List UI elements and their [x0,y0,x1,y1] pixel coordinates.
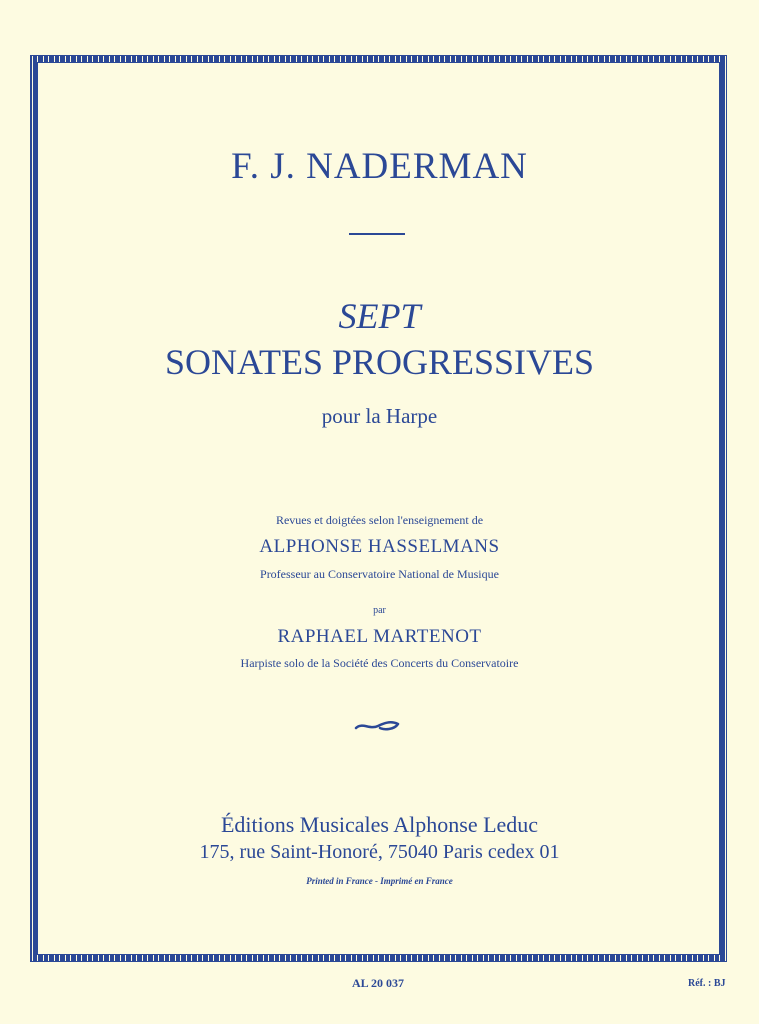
reference: Réf. : BJ [688,978,726,989]
editor-title: Harpiste solo de la Société des Concerts du Conservatoire [240,656,519,670]
reviser-name: ALPHONSE HASSELMANS [259,536,500,557]
title-line-1: SEPT [338,296,421,336]
composer-name: F. J. NADERMAN [231,146,528,187]
printed-in: Printed in France - Imprimé en France [306,876,453,886]
reviser-title: Professeur au Conservatoire National de Musique [260,567,499,581]
title-line-2: SONATES PROGRESSIVES [164,342,595,382]
publisher: Éditions Musicales Alphonse Leduc [220,812,539,837]
by-label: par [373,605,386,616]
publisher-address: 175, rue Saint-Honoré, 75040 Paris cedex 01 [199,841,560,863]
editor-name: RAPHAEL MARTENOT [277,626,482,647]
divider-rule [349,233,405,235]
ornament-icon [354,718,400,734]
instrument: pour la Harpe [321,404,438,428]
revision-note: Revues et doigtées selon l'enseignement de [275,513,484,527]
catalog-number: AL 20 037 [352,976,405,990]
